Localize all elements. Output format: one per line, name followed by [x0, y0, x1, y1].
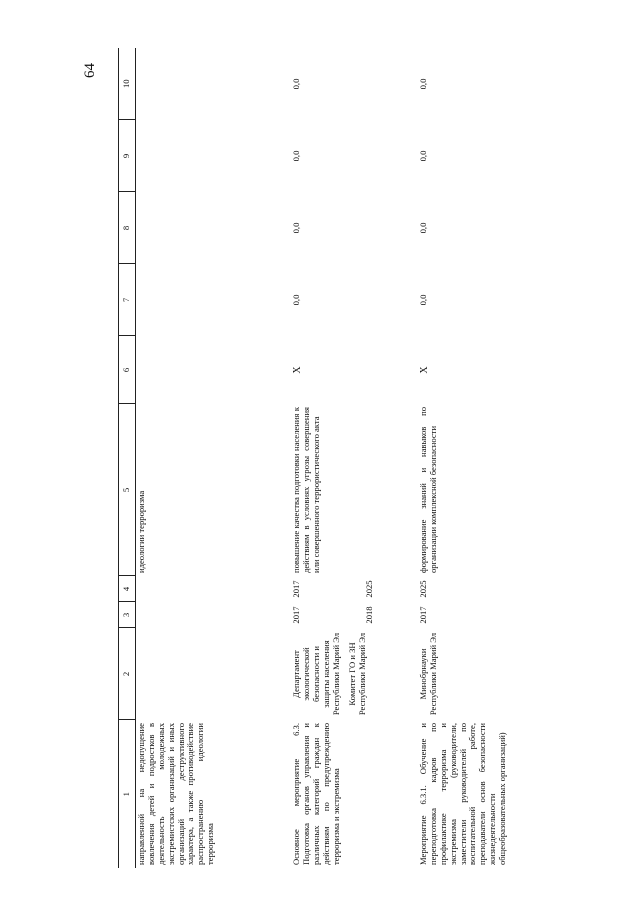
value-cell-7: [136, 264, 287, 336]
end-year-secondary: 2025: [363, 580, 374, 598]
value-cell-10: 0,0: [291, 78, 301, 90]
measure-name-cell: направленной на недопущение вовлечения детей и подростков в деятельность молодежных экстремистских организаций и иных организаций деструктивного характера, а также противодействие распространению идеологии терроризма: [136, 723, 216, 865]
mark-cell: [136, 336, 287, 404]
end-year-cell: [136, 576, 287, 602]
executor-primary: Департамент экологической безопасности и защиты населения Республики Марий Эл: [291, 632, 341, 716]
start-year-cell: [136, 602, 287, 628]
executor-cell: [286, 628, 413, 720]
value-cell-7: 0,0: [418, 294, 428, 306]
start-year-cell: 2017: [418, 606, 428, 624]
expected-result-cell: идеологии терроризма: [136, 490, 146, 573]
end-year-primary: 2017: [291, 580, 301, 598]
value-cell-9: [136, 120, 287, 192]
value-cell-9: 0,0: [418, 150, 428, 162]
header-col-10: 10: [119, 48, 136, 120]
header-col-7: 7: [119, 264, 136, 336]
rotated-table-container: [118, 48, 613, 868]
program-measures-table: [118, 48, 585, 868]
value-cell-7: 0,0: [291, 294, 301, 306]
measure-name-cell: Основное мероприятие 6.3. Подготовка органов управления и различных категорий граждан к действиям по предупреждению терроризма и экстремизма: [291, 723, 341, 865]
header-col-6: 6: [119, 336, 136, 404]
table-row: [413, 48, 585, 868]
header-col-9: 9: [119, 120, 136, 192]
expected-result-cell: повышение качества подготовки населения к действиям в условиях угрозы совершения или совершенного террористического акта: [291, 407, 321, 573]
header-col-2: 2: [119, 628, 136, 720]
mark-cell: X: [292, 366, 303, 374]
value-cell-8: [136, 192, 287, 264]
mark-cell: X: [419, 366, 430, 374]
end-year-cell: [286, 576, 413, 602]
executor-cell: [136, 628, 287, 720]
value-cell-8: 0,0: [291, 222, 301, 234]
table-row: [136, 48, 287, 868]
value-cell-9: 0,0: [291, 150, 301, 162]
end-year-cell: 2025: [418, 580, 428, 598]
executor-secondary: Комитет ГО и ЗН Республики Марий Эл: [347, 632, 368, 716]
header-col-1: 1: [119, 720, 136, 868]
value-cell-8: 0,0: [418, 222, 428, 234]
measure-name-cell: Мероприятие 6.3.1. Обучение и переподготовка кадров по профилактике терроризма и экстремизма (руководители, заместители руководителей по воспитательной работе, преподаватели основ безопасности жизнедеятельности общеобразовательных организаций): [418, 723, 507, 865]
table-header-row: [119, 48, 136, 868]
expected-result-cell: формирование знаний и навыков по организации комплексной безопасности: [418, 407, 438, 573]
page-number: 64: [82, 63, 98, 78]
header-col-4: 4: [119, 576, 136, 602]
start-year-secondary: 2018: [363, 606, 374, 624]
header-col-8: 8: [119, 192, 136, 264]
start-year-cell: [286, 602, 413, 628]
header-col-5: 5: [119, 404, 136, 576]
value-cell-10: [136, 48, 287, 120]
table-row: [286, 48, 413, 868]
executor-cell: Минобрнауки Республики Марий Эл: [418, 632, 438, 716]
header-col-3: 3: [119, 602, 136, 628]
value-cell-10: 0,0: [418, 78, 428, 90]
start-year-primary: 2017: [291, 606, 301, 624]
